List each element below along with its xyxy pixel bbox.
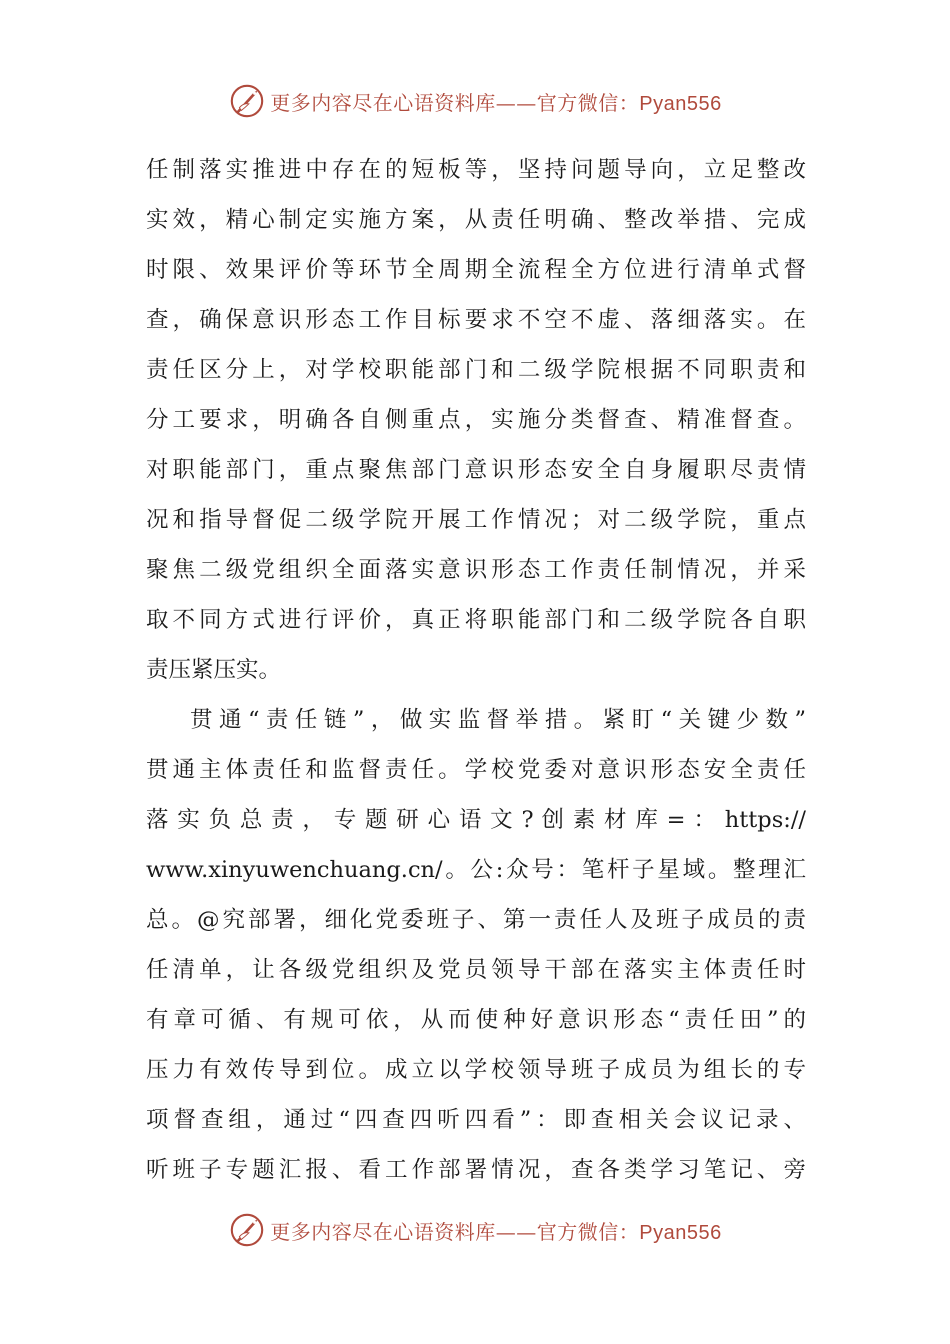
footer-banner-label: 官方微信： bbox=[536, 1219, 640, 1244]
text-line: 贯通“责任链”，做实监督举措。紧盯“关键少数” bbox=[190, 707, 806, 733]
text-line: 项督查组，通过“四查四听四看”：即查相关会议记录、 bbox=[146, 1107, 806, 1133]
footer-banner-title: 更多内容尽在心语资料库 bbox=[270, 1219, 496, 1244]
text-line: 有章可循、有规可依，从而使种好意识形态“责任田”的 bbox=[146, 1007, 806, 1033]
text-line: 时限、效果评价等环节全周期全流程全方位进行清单式督 bbox=[146, 257, 806, 283]
header-banner-dash: —— bbox=[495, 90, 537, 115]
pen-nib-logo-icon bbox=[228, 82, 266, 120]
header-banner-label: 官方微信： bbox=[536, 90, 640, 115]
text-line: 对职能部门，重点聚焦部门意识形态安全自身履职尽责情 bbox=[146, 457, 806, 483]
text-line: 落 实 负 总 责 ， 专 题 研 心 语 文 ? 创 素 材 库 = ： https:// bbox=[146, 807, 806, 833]
text-line: 实效，精心制定实施方案，从责任明确、整改举措、完成 bbox=[146, 207, 806, 233]
header-banner-text bbox=[270, 87, 721, 116]
footer-banner bbox=[0, 1205, 950, 1255]
text-line: 聚焦二级党组织全面落实意识形态工作责任制情况，并采 bbox=[146, 557, 806, 583]
footer-banner-dash: —— bbox=[495, 1219, 537, 1244]
text-line: 压力有效传导到位。成立以学校领导班子成员为组长的专 bbox=[146, 1057, 806, 1083]
text-line: 查，确保意识形态工作目标要求不空不虚、落细落实。在 bbox=[146, 307, 806, 333]
text-line: 听班子专题汇报、看工作部署情况，查各类学习笔记、旁 bbox=[146, 1157, 806, 1183]
pen-nib-logo-icon bbox=[228, 1211, 266, 1249]
text-line: 贯通主体责任和监督责任。学校党委对意识形态安全责任 bbox=[146, 757, 806, 783]
footer-banner-text bbox=[270, 1216, 721, 1245]
text-line: 责压紧压实。 bbox=[146, 657, 282, 683]
text-line: 况和指导督促二级学院开展工作情况；对二级学院，重点 bbox=[146, 507, 806, 533]
text-line: 取不同方式进行评价，真正将职能部门和二级学院各自职 bbox=[146, 607, 806, 633]
document-body bbox=[146, 145, 806, 1195]
footer-banner-id: Pyan556 bbox=[639, 1221, 722, 1244]
text-line: 总。@究部署，细化党委班子、第一责任人及班子成员的责 bbox=[146, 907, 806, 933]
text-line: 责任区分上，对学校职能部门和二级学院根据不同职责和 bbox=[146, 357, 806, 383]
paragraph-2 bbox=[146, 695, 806, 1195]
text-line: www.xinyuwenchuang.cn/。公:众号：笔杆子星域。整理汇 bbox=[146, 857, 806, 883]
paragraph-1 bbox=[146, 145, 806, 695]
text-line: 分工要求，明确各自侧重点，实施分类督查、精准督查。 bbox=[146, 407, 806, 433]
header-banner bbox=[0, 76, 950, 126]
header-banner-title: 更多内容尽在心语资料库 bbox=[270, 90, 496, 115]
header-banner-id: Pyan556 bbox=[639, 92, 722, 115]
text-line: 任制落实推进中存在的短板等，坚持问题导向，立足整改 bbox=[146, 157, 806, 183]
text-line: 任清单，让各级党组织及党员领导干部在落实主体责任时 bbox=[146, 957, 806, 983]
